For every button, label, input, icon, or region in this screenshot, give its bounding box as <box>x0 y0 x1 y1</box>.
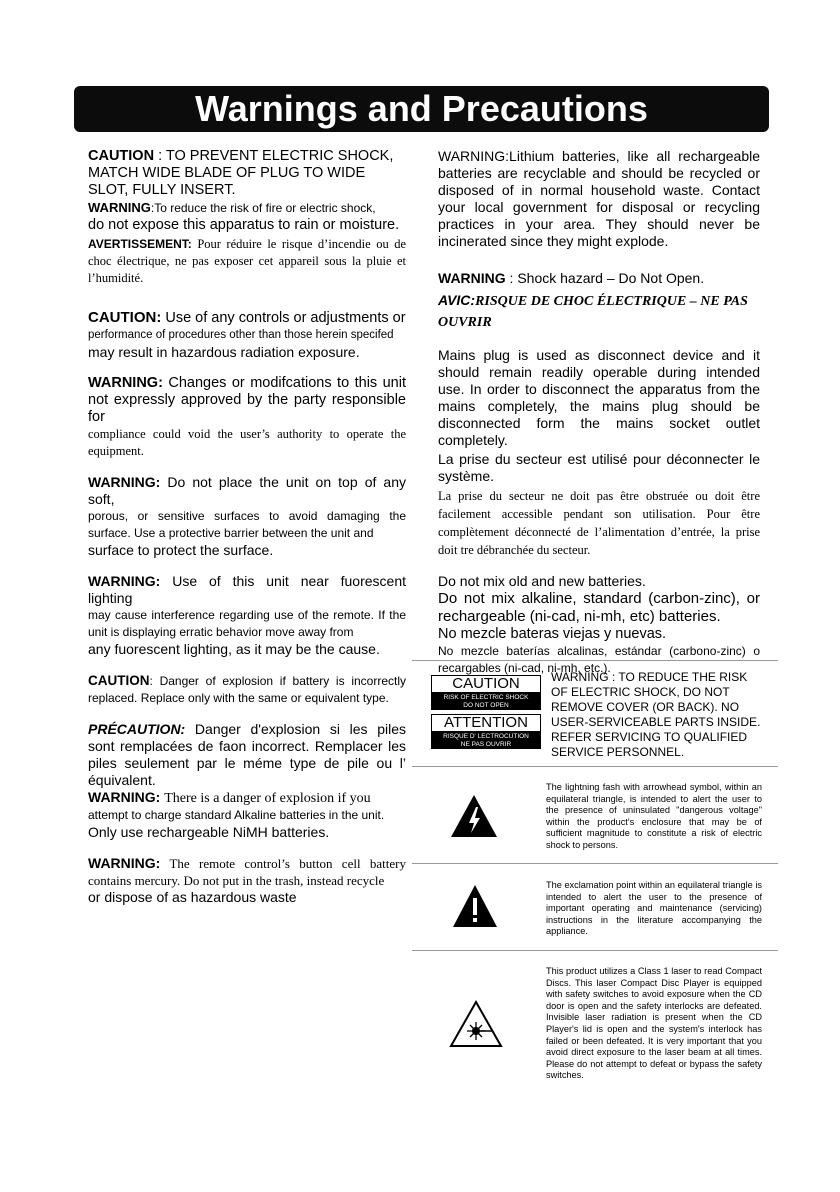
warning-mercury: WARNING: The remote control’s button cell battery contains mercury. Do not put in the trash, instead recycle or dispose of as hazardous waste <box>88 855 406 905</box>
divider <box>412 660 778 661</box>
cover-warning: WARNING : TO REDUCE THE RISK OF ELECTRIC SHOCK, DO NOT REMOVE COVER (OR BACK). NO USER-SERVICEABLE PARTS INSIDE. REFER SERVICING TO QUALIFIED SERVICE PERSONNEL. <box>551 670 761 759</box>
caution-label: CAUTION RISK OF ELECTRIC SHOCK DO NOT OPEN <box>431 675 541 710</box>
exclamation-warning-icon <box>452 884 498 928</box>
caution-plug: CAUTION : TO PREVENT ELECTRIC SHOCK, MATCH WIDE BLADE OF PLUG TO WIDE SLOT, FULLY INSERT. <box>88 148 394 198</box>
precaution-battery: PRÉCAUTION: Danger d'explosion si les piles sont remplacées de faon incorrect. Remplacer les piles seulement par le méme type de pile ou l’ équivalent. <box>88 721 406 788</box>
divider <box>412 950 778 951</box>
lightning-description: The lightning fash with arrowhead symbol, within an equilateral triangle, is intended to alert the user to the presence of uninsulated "dangerous voltage" within the product's enclosure that may be of sufficient magnitude to constitute a risk of electric shock to persons. <box>546 782 762 850</box>
warning-shock: WARNING : Shock hazard – Do Not Open. AVIC:RISQUE DE CHOC ÉLECTRIQUE – NE PAS OUVRIR <box>438 270 748 330</box>
caution-battery: CAUTION: Danger of explosion if battery is incorrectly replaced. Replace only with the same or equivalent type. <box>88 673 406 705</box>
warning-surface: WARNING: Do not place the unit on top of any soft, porous, or sensitive surfaces to avoid damaging the surface. Use a protective barrier between the unit and surface to protect the surface. <box>88 474 406 558</box>
right-column <box>438 148 760 691</box>
page-title: Warnings and Precautions <box>74 86 769 132</box>
laser-description: This product utilizes a Class 1 laser to read Compact Discs. This laser Compact Disc Player is equipped with safety switches to avoid exposure when the CD door is open and the safety interlocks are defeated. Invisible laser radiation is present when the CD Player's lid is open and the system's interlock has failed or been defeated. It is very important that you avoid direct exposure to the laser beam at all times. Please do not attempt to defeat or bypass the safety switches. <box>546 966 762 1081</box>
warning-lithium: WARNING:Lithium batteries, like all rechargeable batteries are recyclable and should be recycled or disposed of in normal household waste. Contact your local government for disposal or recycling practices in your area. They should never be incinerated since they might explode. <box>438 148 760 249</box>
divider <box>412 863 778 864</box>
warning-modifications: WARNING: Changes or modifcations to this unit not expressly approved by the party responsible for compliance could void the user’s authority to operate the equipment. <box>88 375 406 458</box>
divider <box>412 766 778 767</box>
left-column <box>88 148 406 920</box>
mains-plug: Mains plug is used as disconnect device and it should remain readily operable during intended use. In order to disconnect the apparatus from the mains completely, the mains plug should be disconnected form the mains socket outlet completely. La prise du secteur est utilisé pour déconnecter le système. La prise du secteur ne doit pas être obstruée ou doit être facilement accessible pendant son utilisation. Pour être complètement déconnecté de l’alimentation d’entrée, la prise doit tre débranchée du secteur. <box>438 347 760 557</box>
exclamation-description: The exclamation point within an equilateral triangle is intended to alert the user to the presence of important operating and maintenance (servicing) instructions in the literature accompanying the appliance. <box>546 880 762 937</box>
warning-charge: WARNING: There is a danger of explosion if you attempt to charge standard Alkaline batteries in the unit. Only use rechargeable NiMH batteries. <box>88 789 385 840</box>
battery-mixing: Do not mix old and new batteries. Do not mix alkaline, standard (carbon-zinc), or rechargeable (ni-cad, ni-mh, etc) batteries. No mezcle bateras viejas y nuevas. No mezcle baterías alcalinas, estándar (carbono-zinc) o recargables (ni-cad, ni-mh, etc.). <box>438 573 760 675</box>
caution-controls: CAUTION: Use of any controls or adjustments or performance of procedures other than those herein specifed may result in hazardous radiation exposure. <box>88 309 406 360</box>
laser-warning-icon <box>449 1000 503 1048</box>
warning-fluorescent: WARNING: Use of this unit near fuorescent lighting may cause interference regarding use of the remote. If the unit is displaying erratic behavior move away from any fuorescent lighting, as it may be the cause. <box>88 573 406 657</box>
warning-moisture: WARNING:To reduce the risk of fire or electric shock, do not expose this apparatus to rain or moisture. AVERTISSEMENT: Pour réduire le risque d’incendie ou de choc électrique, ne pas exposer cet appareil sous la pluie et l’humidité. <box>88 200 406 285</box>
attention-label: ATTENTION RISQUE D' LECTROCUTION NE PAS OUVRIR <box>431 714 541 749</box>
lightning-warning-icon <box>450 794 498 838</box>
